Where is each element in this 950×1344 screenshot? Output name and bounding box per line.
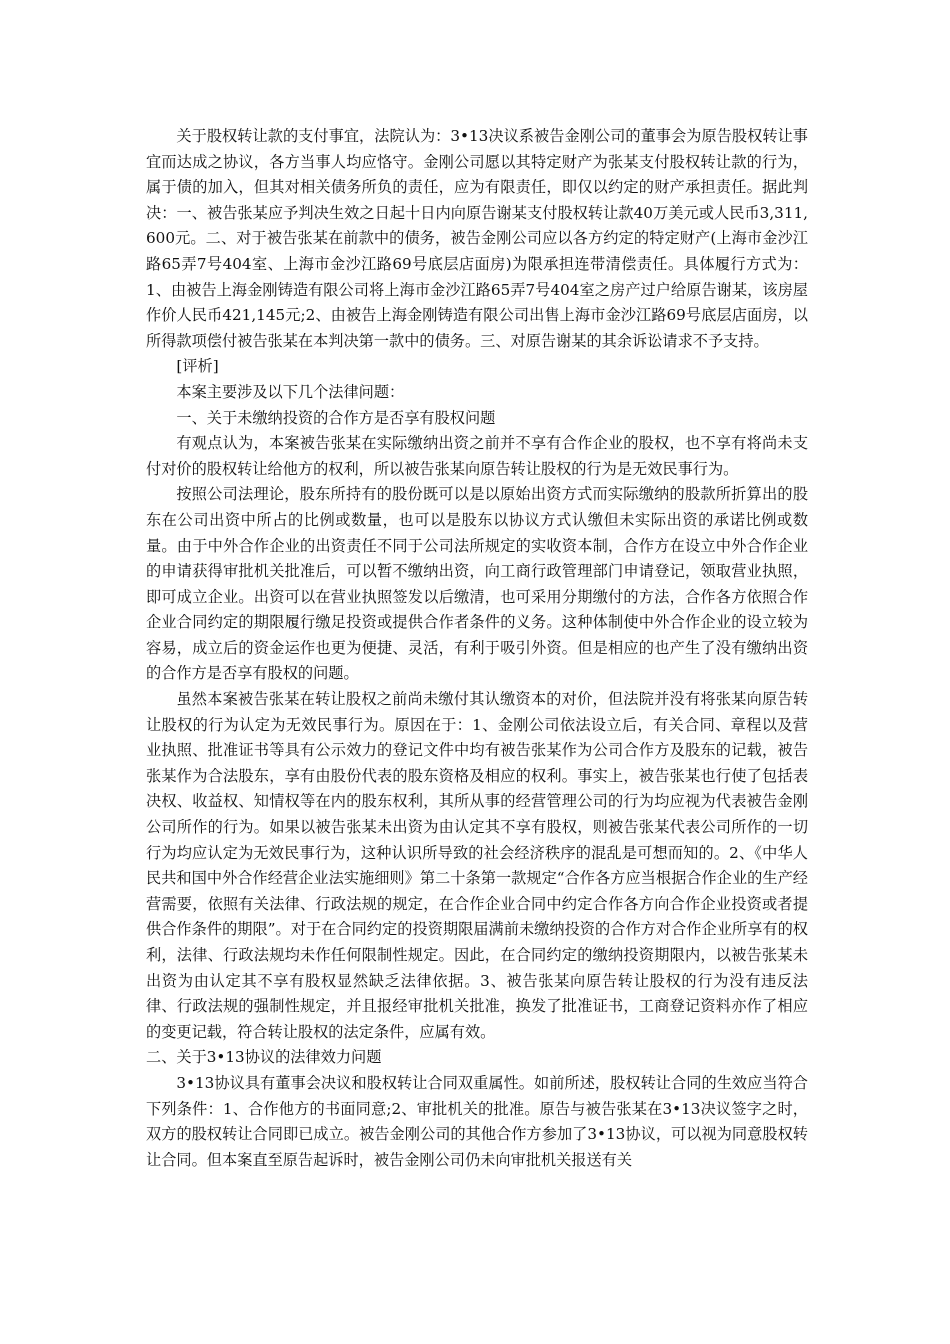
paragraph-company-law-theory: 按照公司法理论，股东所持有的股份既可以是以原始出资方式而实际缴纳的股款所折算出的股东在公司出资中所占的比例或数量，也可以是股东以协议方式认缴但未实际出资的承诺比例或数量。由于中外合作企业的出资责任不同于公司法所规定的实收资本制，合作方在设立中外合作企业的申请获得审批机关批准后，可以暂不缴纳出资，向工商行政管理部门申请登记，领取营业执照，即可成立企业。出资可以在营业执照签发以后缴清，也可采用分期缴付的方法，合作各方依照合作企业合同约定的期限履行缴足投资或提供合作者条件的义务。这种体制使中外合作企业的设立较为容易，成立后的资金运作也更为便捷、灵活，有利于吸引外资。但是相应的也产生了没有缴纳出资的合作方是否享有股权的问题。: [146, 485, 808, 683]
section-heading-2: 二、关于3•13协议的法律效力问题: [146, 1048, 382, 1067]
section-heading-1: 一、关于未缴纳投资的合作方是否享有股权问题: [176, 408, 496, 427]
heading-analysis: [评析]: [176, 357, 219, 376]
document-body: [146, 124, 808, 1173]
paragraph-opposing-view: 有观点认为，本案被告张某在实际缴纳出资之前并不享有合作企业的股权，也不享有将尚未支付对价的股权转让给他方的权利，所以被告张某向原告转让股权的行为是无效民事行为。: [146, 434, 808, 478]
paragraph-intro: 本案主要涉及以下几个法律问题：: [176, 382, 405, 401]
paragraph-court-reasoning: 虽然本案被告张某在转让股权之前尚未缴付其认缴资本的对价，但法院并没有将张某向原告转让股权的行为认定为无效民事行为。原因在于：1、金刚公司依法设立后，有关合同、章程以及营业执照、批准证书等具有公示效力的登记文件中均有被告张某作为公司合作方及股东的记载，被告张某作为合法股东，享有由股份代表的股东资格及相应的权利。事实上，被告张某也行使了包括表决权、收益权、知情权等在内的股东权利，其所从事的经营管理公司的行为均应视为代表被告金刚公司所作的行为。如果以被告张某未出资为由认定其不享有股权，则被告张某代表公司所作的一切行为均应认定为无效民事行为，这种认识所导致的社会经济秩序的混乱是可想而知的。2、《中华人民共和国中外合作经营企业法实施细则》第二十条第一款规定“合作各方应当根据合作企业的生产经营需要，依照有关法律、行政法规的规定，在合作企业合同中约定合作各方向合作企业投资或者提供合作条件的期限”。对于在合同约定的投资期限届满前未缴纳投资的合作方对合作企业所享有的权利，法律、行政法规均未作任何限制性规定。因此，在合同约定的缴纳投资期限内，以被告张某未出资为由认定其不享有股权显然缺乏法律依据。3、被告张某向原告转让股权的行为没有违反法律、行政法规的强制性规定，并且报经审批机关批准，换发了批准证书，工商登记资料亦作了相应的变更记载，符合转让股权的法定条件，应属有效。: [146, 690, 808, 1041]
paragraph-agreement-validity: 3•13协议具有董事会决议和股权转让合同双重属性。如前所述，股权转让合同的生效应当符合下列条件：1、合作他方的书面同意;2、审批机关的批准。原告与被告张某在3•13决议签字之时，双方的股权转让合同即已成立。被告金刚公司的其他合作方参加了3•13协议，可以视为同意股权转让合同。但本案直至原告起诉时，被告金刚公司仍未向审批机关报送有关: [146, 1073, 808, 1169]
paragraph-court-ruling: 关于股权转让款的支付事宜，法院认为：3•13决议系被告金刚公司的董事会为原告股权转让事宜而达成之协议，各方当事人均应恪守。金刚公司愿以其特定财产为张某支付股权转让款的行为，属于债的加入，但其对相关债务所负的责任，应为有限责任，即仅以约定的财产承担责任。据此判决：一、被告张某应予判决生效之日起十日内向原告谢某支付股权转让款40万美元或人民币3,311,600元。二、对于被告张某在前款中的债务，被告金刚公司应以各方约定的特定财产(上海市金沙江路65弄7号404室、上海市金沙江路69号底层店面房)为限承担连带清偿责任。具体履行方式为：1、由被告上海金刚铸造有限公司将上海市金沙江路65弄7号404室之房产过户给原告谢某，该房屋作价人民币421,145元;2、由被告上海金刚铸造有限公司出售上海市金沙江路69号底层店面房，以所得款项偿付被告张某在本判决第一款中的债务。三、对原告谢某的其余诉讼请求不予支持。: [146, 127, 808, 350]
